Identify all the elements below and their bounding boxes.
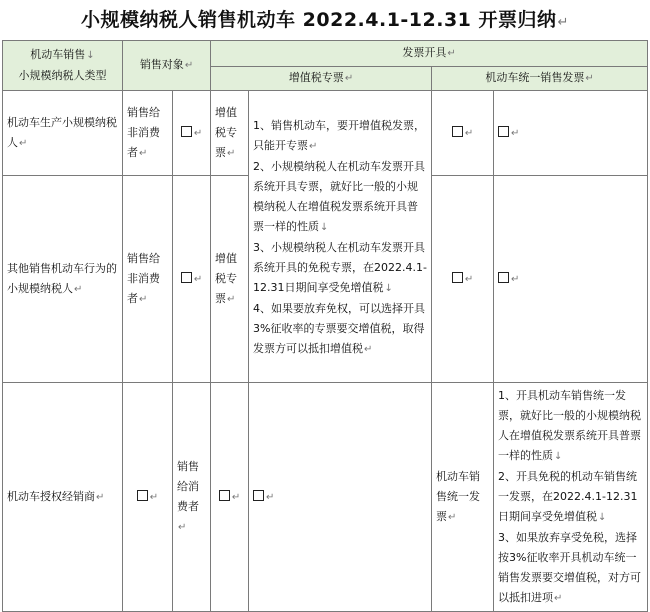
row1-mv-check-b: ↵ [494, 91, 648, 176]
header-invoice-cell: 发票开具↵ [211, 41, 648, 67]
checkbox-icon [452, 126, 463, 137]
row1-type: 机动车生产小规模纳税人↵ [3, 91, 123, 176]
vat-notes-cell: 1、销售机动车，要开增值税发票，只能开专票↵ 2、小规模纳税人在机动车发票开具系统开具专票，就好比一般的小规模纳税人在增值税发票系统开具普票一样的性质↓ 3、小规模纳税人在机动车发票开具系统开具的免税专票，在2022.4.1-12.31日期间享受免增值税↓ 4、如果要放弃免权，可以选择开具3%征收率的专票要交增值税，取得发票方可以抵扣增值税↵ [249, 91, 432, 383]
row2-mv-check-a: ↵ [432, 176, 494, 383]
row1-invoice-label: 增值税专票↵ [211, 91, 249, 176]
row3-buyer: 销售给消费者↵ [173, 383, 211, 612]
row2-type: 其他销售机动车行为的小规模纳税人↵ [3, 176, 123, 383]
row2-mv-check-b: ↵ [494, 176, 648, 383]
checkbox-icon [253, 490, 264, 501]
row3-empty-check: ↵ [123, 383, 173, 612]
header-buyer-cell: 销售对象↵ [123, 41, 211, 91]
checkbox-icon [219, 490, 230, 501]
header-row-1 [3, 41, 648, 67]
checkbox-icon [498, 272, 509, 283]
row3-type: 机动车授权经销商↵ [3, 383, 123, 612]
row1-empty-check: ↵ [173, 91, 211, 176]
row1-mv-check-a: ↵ [432, 91, 494, 176]
checkbox-icon [452, 272, 463, 283]
row2-buyer: 销售给非消费者↵ [123, 176, 173, 383]
checkbox-icon [181, 272, 192, 283]
checkbox-icon [498, 126, 509, 137]
mv-notes-cell: 1、开具机动车销售统一发票，就好比一般的小规模纳税人在增值税发票系统开具普票一样的性质↓ 2、开具免税的机动车销售统一发票，在2022.4.1-12.31日期间享受免增值税↓ 3、如果放弃享受免税，选择按3%征收率开具机动车统一销售发票要交增值税，对方可以抵扣进项↵ [494, 383, 648, 612]
row1-buyer: 销售给非消费者↵ [123, 91, 173, 176]
row3-vat-check-a: ↵ [211, 383, 249, 612]
paragraph-mark-icon: ↵ [557, 15, 569, 30]
checkbox-icon [137, 490, 148, 501]
row3-invoice-label: 机动车销售统一发票↵ [432, 383, 494, 612]
table-row [3, 91, 648, 176]
page-title: 小规模纳税人销售机动车 2022.4.1-12.31 开票归纳↵ [81, 9, 569, 31]
row3-vat-check-b: ↵ [249, 383, 432, 612]
header-type-cell: 机动车销售↓ 小规模纳税人类型 [3, 41, 123, 91]
summary-table [2, 40, 648, 612]
header-mv-unified: 机动车统一销售发票↵ [432, 67, 648, 91]
row2-empty-check: ↵ [173, 176, 211, 383]
row2-invoice-label: 增值税专票↵ [211, 176, 249, 383]
table-row [3, 383, 648, 612]
header-vat-special: 增值税专票↵ [211, 67, 432, 91]
checkbox-icon [181, 126, 192, 137]
